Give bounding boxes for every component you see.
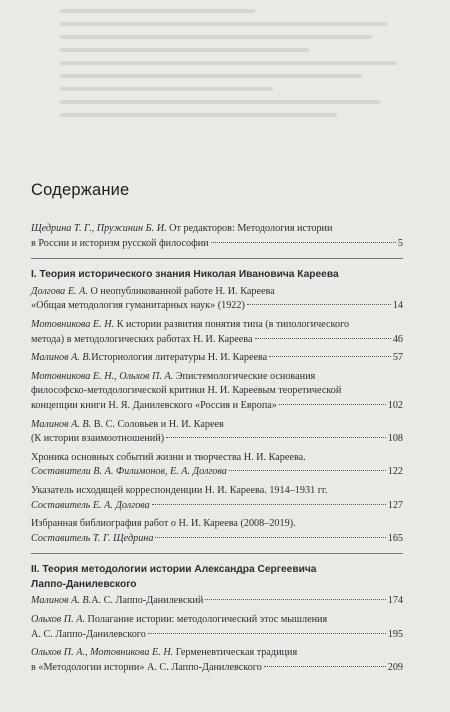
dot-leader [247, 304, 391, 305]
entry-title-line1: Полагание истории: методологический этос мышления [85, 614, 328, 626]
entry-authors: Мотовникова Е. Н. [31, 318, 115, 330]
page-number: 122 [387, 466, 403, 478]
entry-title-line2: метода) в методологических работах Н. И. Кареева [31, 333, 253, 345]
dot-leader [211, 242, 396, 243]
dot-leader [155, 537, 385, 538]
table-of-contents [31, 222, 403, 679]
entry-title-line1: Избранная библиография работ о Н. И. Кареева (2008–2019). [31, 518, 296, 530]
dot-leader [166, 437, 386, 438]
page-number: 174 [387, 595, 403, 607]
entry-title-line2: в России и историзм русской философии [31, 237, 209, 249]
entry-title-line3: концепции книги Н. Я. Данилевского «Россия и Европа» [31, 399, 277, 411]
toc-entry [31, 517, 403, 546]
entry-title-line1: От редакторов: Методология истории [166, 223, 333, 234]
entry-authors: Малинов А. В. [31, 352, 92, 364]
toc-entry [31, 285, 403, 314]
entry-authors: Ольхов П. А., Мотовникова Е. Н. [31, 647, 174, 659]
toc-entry [31, 613, 403, 642]
entry-title-line2: (К истории взаимоотношений) [31, 433, 165, 445]
section-divider [31, 553, 403, 554]
entry-title-line1: К истории развития понятия типа (в типологического [114, 318, 350, 330]
page-number: 5 [397, 237, 403, 249]
section-heading-1: I. Теория исторического знания Николая Ивановича Кареева [31, 269, 339, 281]
entry-title-line1: Эпистемологические основания [173, 370, 316, 382]
page-number: 165 [387, 532, 403, 544]
section-heading-line2: Лаппо-Данилевского [31, 578, 137, 590]
entry-compilers: Составитель Е. А. Долгова [31, 499, 150, 511]
page-number: 57 [392, 352, 403, 364]
entry-title-line1: Указатель исходящей корреспонденции Н. И. Кареева. 1914–1931 гг. [31, 484, 328, 496]
entry-authors: Мотовникова Е. Н., Ольхов П. А. [31, 370, 174, 382]
page-number: 195 [387, 628, 403, 640]
dot-leader [269, 356, 391, 357]
entry-authors: Малинов А. В. [31, 418, 92, 430]
entry-title-line2: в «Методологии истории» А. С. Лаппо-Данилевского [31, 661, 262, 673]
toc-entry [31, 418, 403, 447]
entry-title-line1: В. С. Соловьев и Н. И. Кареев [91, 418, 224, 430]
page-number: 102 [387, 399, 403, 411]
toc-entry [31, 370, 403, 414]
dot-leader [229, 470, 386, 471]
page-title: Содержание [31, 181, 130, 199]
dot-leader [255, 338, 391, 339]
toc-entry [31, 594, 403, 609]
dot-leader [148, 633, 386, 634]
bleed-through-text [60, 0, 415, 150]
page-number: 108 [387, 433, 403, 445]
page-number: 127 [387, 499, 403, 511]
entry-title-line2: «Общая методология гуманитарных наук» (1922) [31, 300, 245, 312]
entry-authors: Ольхов П. А. [31, 614, 85, 626]
toc-entry [31, 646, 403, 675]
page-number: 14 [392, 300, 403, 312]
toc-entry [31, 484, 403, 513]
dot-leader [205, 599, 385, 600]
entry-compilers: Составители В. А. Филимонов, Е. А. Долгова [31, 466, 227, 478]
entry-authors: Щедрина Т. Г., Пружинин Б. И. [31, 223, 167, 234]
entry-title-line1: Хроника основных событий жизни и творчества Н. И. Кареева. [31, 451, 306, 463]
dot-leader [279, 404, 386, 405]
dot-leader [152, 504, 386, 505]
entry-title-line1: Историология литературы Н. И. Кареева [91, 352, 268, 364]
entry-authors: Долгова Е. А. [31, 285, 88, 297]
toc-entry [31, 318, 403, 347]
entry-compilers: Составитель Т. Г. Щедрина [31, 532, 154, 544]
entry-title-line2: А. С. Лаппо-Данилевского [31, 628, 146, 640]
toc-entry [31, 451, 403, 480]
dot-leader [264, 666, 386, 667]
entry-title-line1: Герменевтическая традиция [173, 647, 298, 659]
entry-title-line1: О неопубликованной работе Н. И. Кареева [87, 285, 275, 297]
toc-entry-editorial [31, 222, 403, 251]
entry-authors: Малинов А. В. [31, 595, 92, 607]
entry-title-line1: А. С. Лаппо-Данилевский [91, 595, 204, 607]
page-number: 46 [392, 333, 403, 345]
page-number: 209 [387, 661, 403, 673]
toc-entry [31, 351, 403, 366]
section-divider [31, 258, 403, 259]
section-heading-line1: II. Теория методологии истории Александра Сергеевича [31, 564, 317, 576]
entry-title-line2: философско-методологической критики Н. И. Кареевым теоретической [31, 385, 342, 397]
section-heading-2 [31, 563, 403, 592]
